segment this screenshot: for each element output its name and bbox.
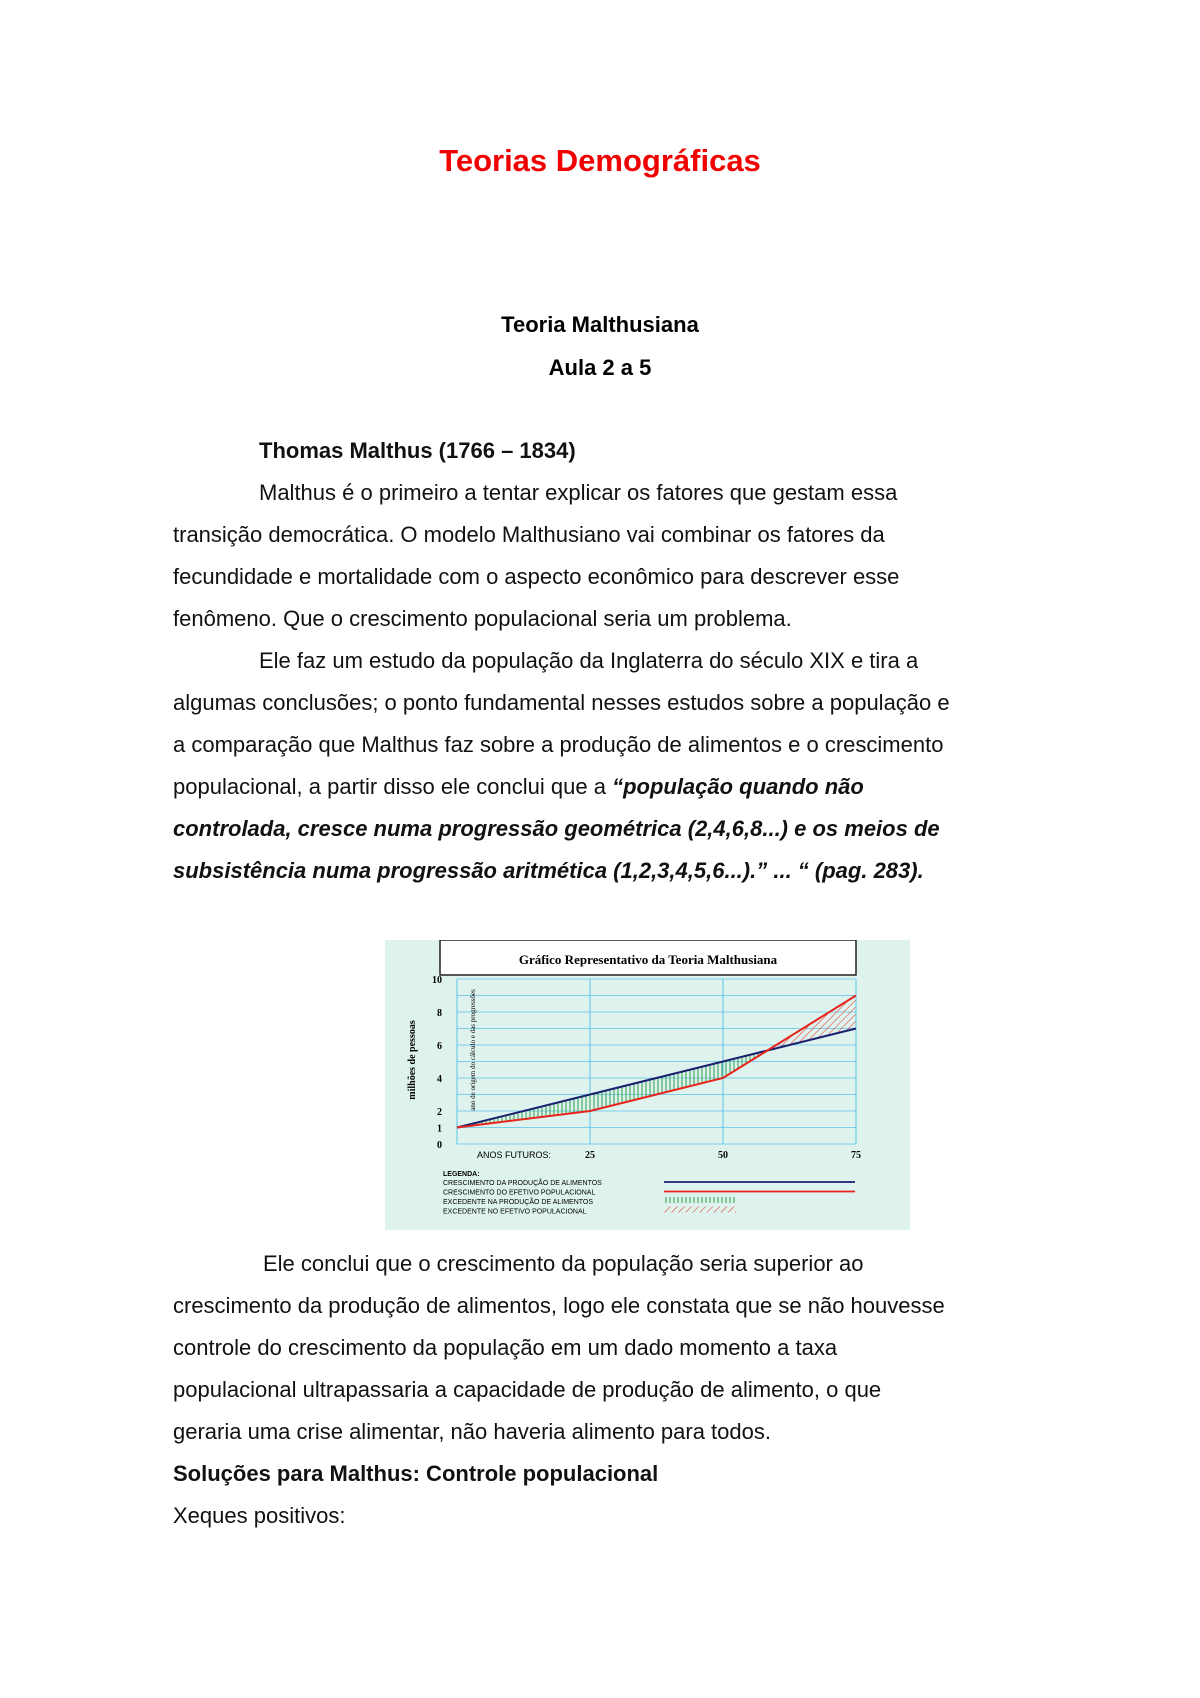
section-title: Teoria Malthusiana [501, 312, 699, 337]
paragraph-line: Ele faz um estudo da população da Inglaterra do século XIX e tira a [259, 648, 919, 673]
paragraph-line: populacional ultrapassaria a capacidade de produção de alimento, o que [173, 1377, 882, 1402]
x-tick-label: 25 [585, 1150, 595, 1161]
legend-swatch [664, 1207, 736, 1213]
y-axis-label: milhões de pessoas [407, 1020, 418, 1100]
paragraph-line: Ele conclui que o crescimento da população seria superior ao [263, 1251, 864, 1276]
y-tick-label: 1 [437, 1123, 442, 1135]
malthus-chart [385, 940, 910, 1232]
y-tick-label: 6 [437, 1041, 442, 1052]
page-title: Teorias Demográficas [439, 143, 761, 178]
legend-label: CRESCIMENTO DO EFETIVO POPULACIONAL [443, 1189, 596, 1197]
legend-label: EXCEDENTE NA PRODUÇÃO DE ALIMENTOS [443, 1199, 594, 1206]
x-tick-label: 75 [851, 1150, 861, 1161]
legend-title: LEGENDA: [443, 1171, 480, 1178]
quote-line: subsistência numa progressão aritmética (1,2,3,4,5,6...).” ... “ (pag. 283). [173, 858, 924, 883]
quote-line: controlada, cresce numa progressão geométrica (2,4,6,8...) e os meios de [173, 816, 940, 841]
plain-text: populacional, a partir disso ele conclui que a [173, 774, 613, 799]
legend-label: EXCEDENTE NO EFETIVO POPULACIONAL [443, 1208, 587, 1216]
paragraph-line [173, 773, 864, 801]
y-tick-label: 0 [437, 1140, 442, 1151]
paragraph-line: algumas conclusões; o ponto fundamental nesses estudos sobre a população e [173, 690, 950, 715]
solutions-heading: Soluções para Malthus: Controle populacional [173, 1461, 659, 1486]
paragraph-line: transição democrática. O modelo Malthusiano vai combinar os fatores da [173, 522, 885, 547]
quote-text: “população quando não [612, 774, 864, 799]
paragraph-line: fenômeno. Que o crescimento populacional seria um problema. [173, 606, 792, 631]
legend-label: CRESCIMENTO DA PRODUÇÃO DE ALIMENTOS [443, 1180, 602, 1187]
y-tick-label: 2 [437, 1107, 442, 1118]
y-tick-label: 10 [432, 975, 442, 986]
paragraph-line: controle do crescimento da população em um dado momento a taxa [173, 1335, 838, 1360]
x-axis-label: ANOS FUTUROS: [477, 1150, 552, 1160]
y-tick-label: 4 [437, 1074, 442, 1085]
paragraph-line: geraria uma crise alimentar, não haveria alimento para todos. [173, 1419, 771, 1444]
y-tick-label: 8 [437, 1008, 442, 1019]
paragraph-line: Malthus é o primeiro a tentar explicar os fatores que gestam essa [259, 480, 898, 505]
paragraph-line: fecundidade e mortalidade com o aspecto econômico para descrever esse [173, 564, 900, 589]
chart-title: Gráfico Representativo da Teoria Malthusiana [518, 952, 778, 967]
paragraph-line: Xeques positivos: [173, 1503, 346, 1528]
origin-annotation: ano de origem do cálculo e das progressões [469, 989, 477, 1111]
paragraph-line: a comparação que Malthus faz sobre a produção de alimentos e o crescimento [173, 732, 944, 757]
lesson-label: Aula 2 a 5 [548, 355, 652, 380]
legend-swatch [664, 1197, 736, 1203]
paragraph-line: crescimento da produção de alimentos, logo ele constata que se não houvesse [173, 1293, 945, 1318]
x-tick-label: 50 [718, 1150, 728, 1161]
author-heading: Thomas Malthus (1766 – 1834) [259, 438, 576, 463]
